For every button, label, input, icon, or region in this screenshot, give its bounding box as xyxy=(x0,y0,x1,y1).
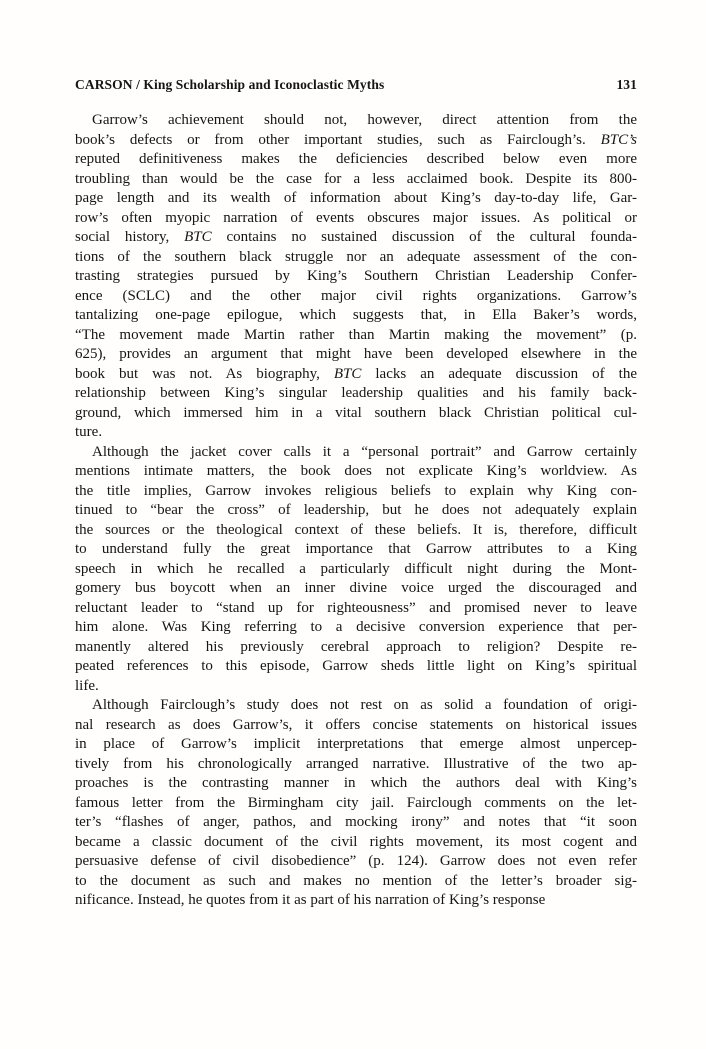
text-line: Although the jacket cover calls it a “personal portrait” and Garrow certainly xyxy=(92,443,637,460)
text-line: relationship between King’s singular leadership qualities and his family back- xyxy=(75,385,637,401)
text-line: to the document as such and makes no mention of the letter’s broader sig- xyxy=(75,872,637,889)
text-line: became a classic document of the civil rights movement, its most cogent and xyxy=(75,833,637,850)
text-line: ture. xyxy=(75,424,103,440)
text-line: book but was not. As biography, BTC lacks an adequate discussion of the xyxy=(75,365,637,382)
text-line: ter’s “flashes of anger, pathos, and mocking irony” and notes that “it soon xyxy=(75,814,637,830)
text-line: the sources or the theological context of these beliefs. It is, therefore, difficult xyxy=(75,521,637,538)
paragraph xyxy=(75,443,637,697)
text-block xyxy=(75,77,637,911)
text-line: persuasive defense of civil disobedience” (p. 124). Garrow does not even refer xyxy=(75,853,637,869)
text-line: Garrow’s achievement should not, however, direct attention from the xyxy=(92,112,637,128)
text-line: mentions intimate matters, the book does not explicate King’s worldview. As xyxy=(75,463,637,479)
paragraph xyxy=(75,111,637,443)
article-body xyxy=(75,111,637,911)
text-line: in place of Garrow’s implicit interpretations that emerge almost unpercep- xyxy=(75,736,637,752)
text-line: ence (SCLC) and the other major civil rights organizations. Garrow’s xyxy=(75,287,637,304)
text-line: speech in which he recalled a particularly difficult night during the Mont- xyxy=(75,560,637,577)
text-line: peated references to this episode, Garrow sheds little light on King’s spiritual xyxy=(75,658,637,674)
text-line: 625), provides an argument that might have been developed elsewhere in the xyxy=(75,346,637,362)
text-line: gomery bus boycott when an inner divine voice urged the discouraged and xyxy=(75,580,637,596)
text-line: ground, which immersed him in a vital southern black Christian political cul- xyxy=(75,404,637,421)
text-line: the title implies, Garrow invokes religious beliefs to explain why King con- xyxy=(75,482,637,499)
text-line: manently altered his previously cerebral approach to religion? Despite re- xyxy=(75,638,637,655)
text-line: page length and its wealth of information about King’s day-to-day life, Gar- xyxy=(75,190,637,206)
text-line: book’s defects or from other important studies, such as Fairclough’s. BTC’s xyxy=(75,131,637,148)
page-number: 131 xyxy=(616,77,637,92)
text-line: “The movement made Martin rather than Martin making the movement” (p. xyxy=(75,326,637,343)
text-line: life. xyxy=(75,677,99,694)
text-line: tions of the southern black struggle nor an adequate assessment of the con- xyxy=(75,248,637,265)
text-line: trasting strategies pursued by King’s Southern Christian Leadership Confer- xyxy=(75,268,637,284)
running-title: CARSON / King Scholarship and Iconoclastic Myths xyxy=(75,77,385,92)
text-line: famous letter from the Birmingham city jail. Fairclough comments on the let- xyxy=(75,794,637,811)
text-line: proaches is the contrasting manner in which the authors deal with King’s xyxy=(75,775,637,791)
text-line: reluctant leader to “stand up for righteousness” and promised never to leave xyxy=(75,599,637,616)
text-line: tinued to “bear the cross” of leadership, but he does not adequately explain xyxy=(75,502,637,518)
text-line: nal research as does Garrow’s, it offers concise statements on historical issues xyxy=(75,716,637,733)
text-line: troubling than would be the case for a less acclaimed book. Despite its 800- xyxy=(75,170,637,187)
paragraph xyxy=(75,696,637,911)
text-line: row’s often myopic narration of events obscures major issues. As political or xyxy=(75,209,637,226)
text-line: nificance. Instead, he quotes from it as part of his narration of King’s response xyxy=(75,892,546,908)
text-line: reputed definitiveness makes the deficiencies described below even more xyxy=(75,151,637,167)
text-line: to understand fully the great importance that Garrow attributes to a King xyxy=(75,541,637,557)
text-line: him alone. Was King referring to a decisive conversion experience that per- xyxy=(75,619,637,635)
text-line: tively from his chronologically arranged narrative. Illustrative of the two ap- xyxy=(75,755,637,772)
text-line: Although Fairclough’s study does not rest on as solid a foundation of origi- xyxy=(92,697,637,713)
running-head xyxy=(75,77,637,92)
text-line: social history, BTC contains no sustained discussion of the cultural founda- xyxy=(75,229,637,245)
text-line: tantalizing one-page epilogue, which suggests that, in Ella Baker’s words, xyxy=(75,307,637,323)
